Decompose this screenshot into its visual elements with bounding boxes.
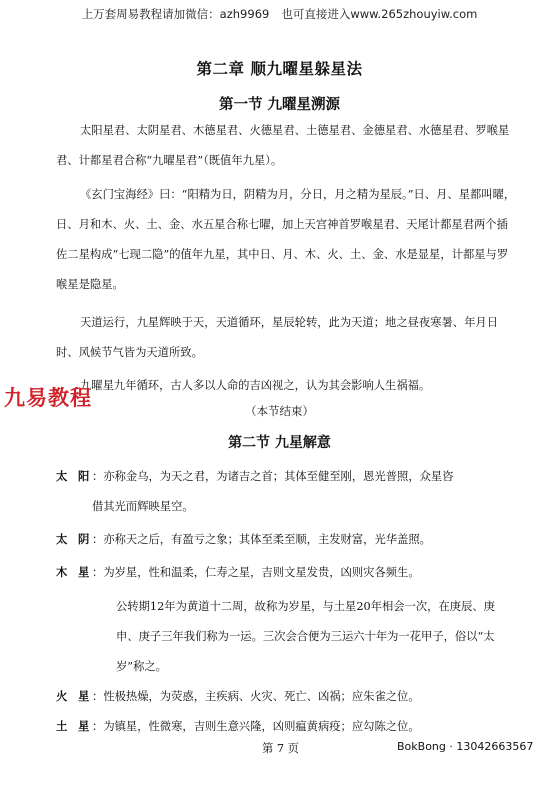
header-wechat-text: 上万套周易教程请加微信：azh9969 (81, 7, 270, 21)
entry-term (56, 688, 92, 704)
entry-term (56, 531, 92, 547)
term-char: 星 (78, 689, 90, 703)
jupiter-note-line-1: 公转期12年为黄道十二周，故称为岁星，与土星20年相会一次，在庚辰、庚 (116, 600, 495, 613)
term-char: 太 (56, 469, 68, 483)
paragraph-4 (56, 371, 516, 401)
paragraph-3 (56, 308, 516, 368)
term-char: 土 (56, 719, 68, 733)
entry-text: 为镇星，性微寒，吉则生意兴隆，凶则瘟黄病疫；应勾陈之位。 (103, 720, 420, 733)
header-website-text: 也可直接进入www.265zhouyiw.com (281, 7, 478, 21)
footer-contact: BokBong · 13042663567 (397, 740, 534, 753)
chapter-title: 第二章 顺九曜星躲星法 (196, 59, 363, 78)
entry-text-continued: 借其光而辉映星空。 (92, 500, 194, 513)
jupiter-note-line-2: 申、庚子三年我们称为一运。三次会合便为三运六十年为一花甲子，俗以“太 (116, 630, 495, 643)
page-header (0, 6, 559, 22)
entry-term (56, 564, 92, 580)
section1-title: 第一节 九曜星溯源 (218, 96, 341, 113)
entry-text: 性极热燥，为荧惑，主疾病、火灾、死亡、凶祸；应朱雀之位。 (103, 690, 420, 703)
entry-text: 为岁星，性和温柔，仁寿之星，吉则文星发贵，凶则灾各频生。 (103, 566, 420, 579)
term-char: 阳 (78, 469, 90, 483)
term-char: 太 (56, 532, 68, 546)
paragraph-3-text: 天道运行，九星辉映于天，天道循环，星辰轮转，此为天道；地之昼夜寒暑、年月日时、风候节气皆为天道所致。 (56, 316, 498, 359)
term-char: 星 (78, 565, 90, 579)
page-number: 第 7 页 (262, 742, 299, 755)
paragraph-2 (56, 180, 516, 300)
term-char: 星 (78, 719, 90, 733)
entry-term (56, 468, 92, 484)
watermark-logo: 九易教程 (4, 386, 92, 410)
entry-text: 亦称天之后，有盈亏之象；其体至柔至顺，主发财富，光华盖照。 (103, 533, 431, 546)
term-char: 阴 (78, 532, 90, 546)
paragraph-2-text: 《玄门宝海经》曰：“阳精为日，阴精为月，分日，月之精为星辰。”日、月、星都叫曜，日、月和木、火、土、金、水五星合称七曜，加上天宫神首罗喉星君、天尾计都星君两个插佐二星构成“七现二隐”的值年九星，其中日、月、木、火、土、金、水是显星，计都星与罗喉星是隐星。 (56, 188, 516, 291)
term-char: 火 (56, 689, 68, 703)
paragraph-1 (56, 116, 516, 176)
section2-title: 第二节 九星解意 (228, 435, 331, 451)
section-end-note: （本节结束） (245, 404, 314, 418)
entry-text: 亦称金乌，为天之君，为诸吉之首；其体至健至刚，恩光普照，众星咨 (103, 470, 454, 483)
jupiter-note-line-3: 岁”称之。 (116, 660, 167, 673)
term-char: 木 (56, 565, 68, 579)
paragraph-1-text: 太阳星君、太阴星君、木德星君、火德星君、土德星君、金德星君、水德星君、罗喉星君、计都星君合称“九曜星君”（既值年九星）。 (56, 124, 510, 167)
entry-term (56, 718, 92, 734)
paragraph-4-text: 九曜星九年循环，古人多以人命的吉凶视之，认为其会影响人生祸福。 (80, 379, 431, 392)
